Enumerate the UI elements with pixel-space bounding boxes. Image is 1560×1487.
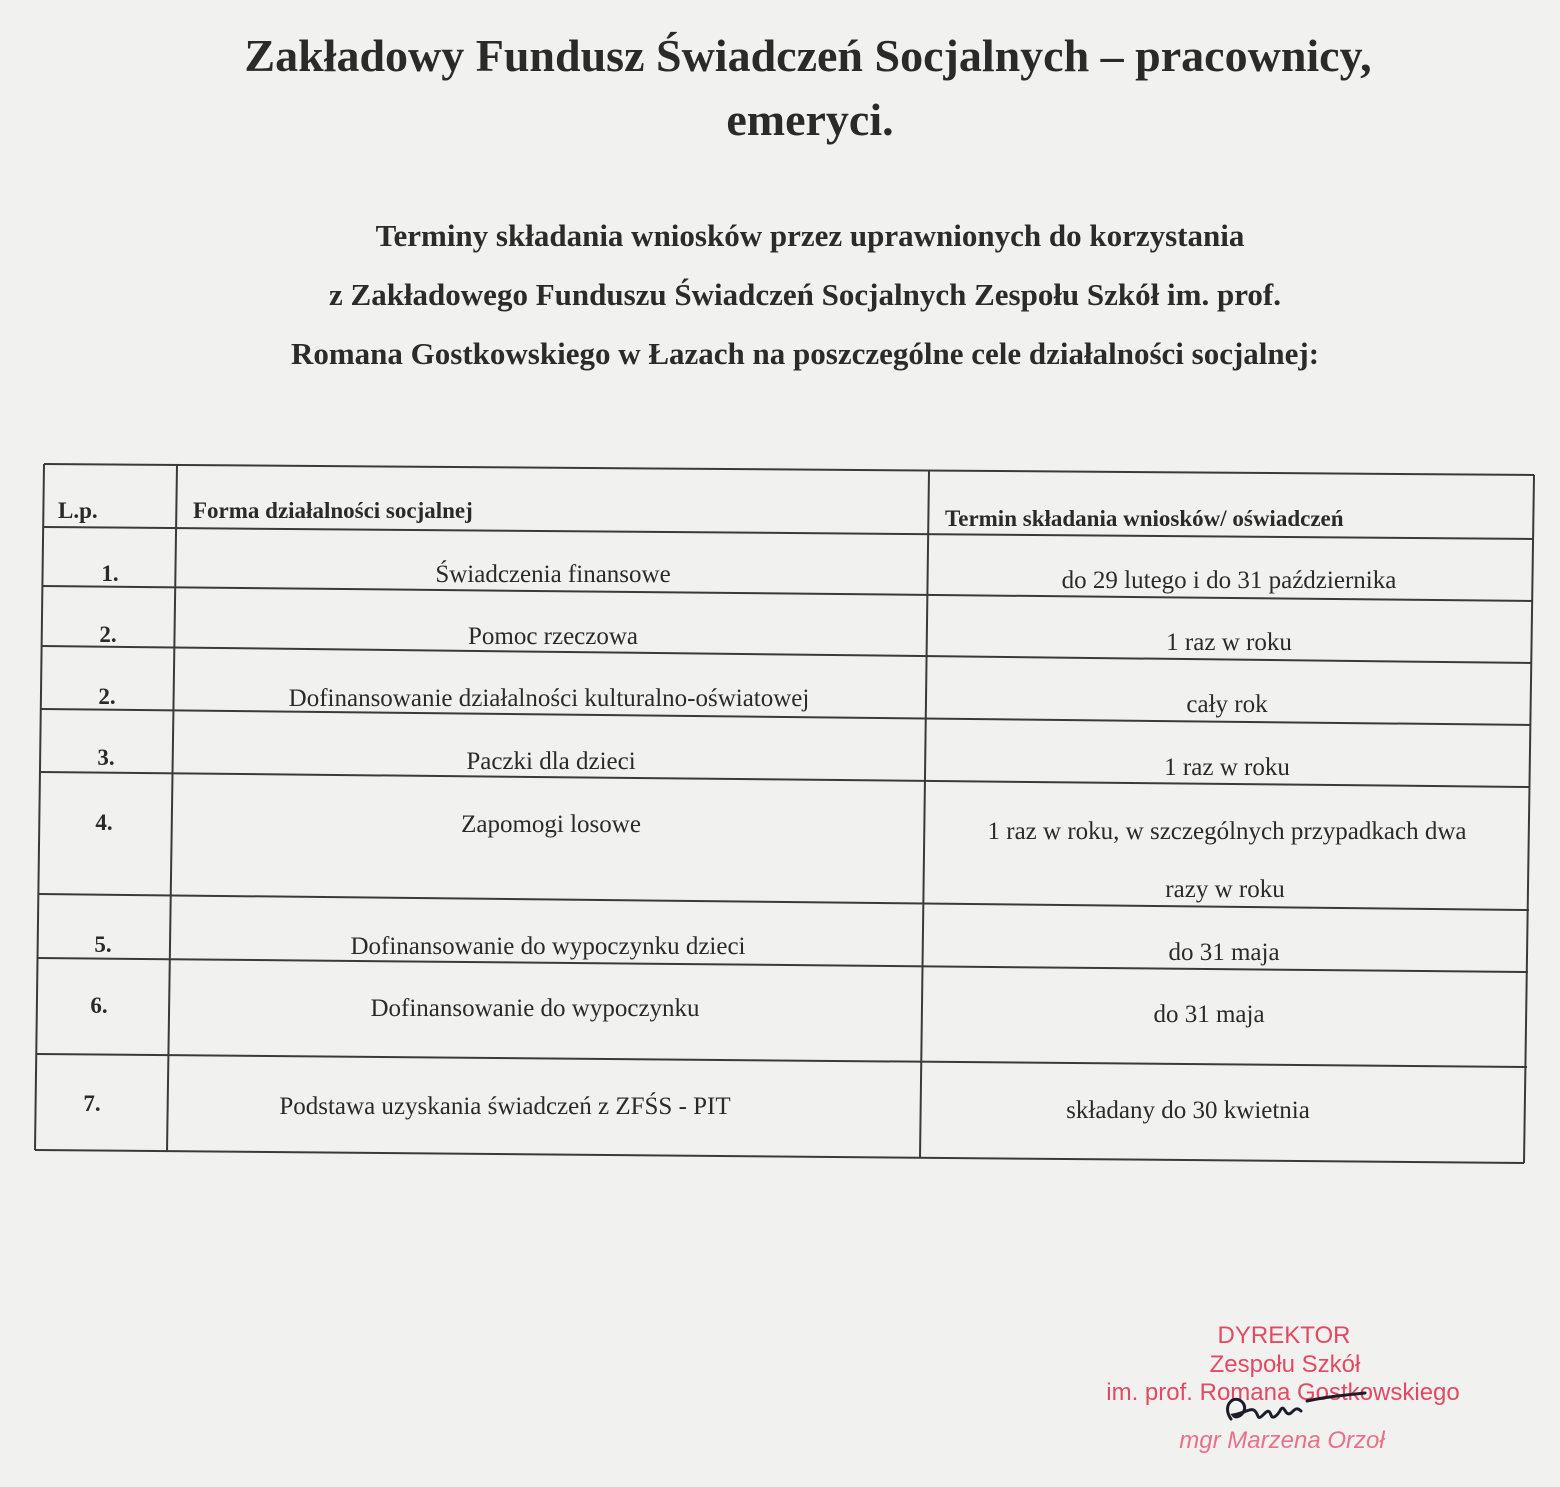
document-title-line-1: Zakładowy Fundusz Świadczeń Socjalnych – pracownicy, bbox=[244, 30, 1372, 81]
header-deadline: Termin składania wniosków/ oświadczeń bbox=[945, 506, 1344, 531]
subtitle-line-1: Terminy składania wniosków przez uprawnionych do korzystania bbox=[375, 218, 1245, 253]
table-row-7-form: Dofinansowanie do wypoczynku bbox=[370, 995, 700, 1022]
header-form: Forma działalności socjalnej bbox=[193, 498, 473, 523]
table-row-1-deadline: do 29 lutego i do 31 października bbox=[1061, 567, 1397, 594]
document-title-line-2: emeryci. bbox=[726, 94, 894, 145]
stamp-line-2: Zespołu Szkół bbox=[1209, 1351, 1361, 1378]
table-row-4-deadline: 1 raz w roku bbox=[1164, 754, 1290, 781]
stamp-name: mgr Marzena Orzoł bbox=[1179, 1427, 1385, 1454]
table-row-4-lp: 3. bbox=[97, 745, 115, 770]
header-lp: L.p. bbox=[58, 498, 98, 523]
handwritten-signature bbox=[1215, 1385, 1395, 1435]
table-row-7-lp: 6. bbox=[90, 993, 108, 1018]
stamp-line-3: im. prof. Romana Gostkowskiego bbox=[1106, 1379, 1460, 1406]
table-row-3-lp: 2. bbox=[98, 684, 116, 709]
table-row-6-lp: 5. bbox=[94, 932, 112, 957]
stamp-line-1: DYREKTOR bbox=[1217, 1322, 1351, 1349]
table-row-2-form: Pomoc rzeczowa bbox=[467, 623, 639, 650]
table-row-5-form: Zapomogi losowe bbox=[461, 811, 641, 838]
subtitle-line-3: Romana Gostkowskiego w Łazach na poszczególne cele działalności socjalnej: bbox=[290, 336, 1320, 371]
table-row-8-lp: 7. bbox=[83, 1091, 101, 1116]
table-row-5-deadline-line-1: 1 raz w roku, w szczególnych przypadkach dwa bbox=[987, 818, 1467, 845]
table-row-6-form: Dofinansowanie do wypoczynku dzieci bbox=[350, 933, 746, 960]
table-row-1-form: Świadczenia finansowe bbox=[435, 561, 671, 588]
table-row-4-form: Paczki dla dzieci bbox=[466, 748, 636, 775]
table-row-2-deadline: 1 raz w roku bbox=[1166, 629, 1292, 656]
subtitle-line-2: z Zakładowego Funduszu Świadczeń Socjalnych Zespołu Szkół im. prof. bbox=[329, 277, 1281, 312]
table-row-6-deadline: do 31 maja bbox=[1168, 939, 1280, 966]
table-row-5-deadline-line-2: razy w roku bbox=[1165, 876, 1285, 903]
table-row-8-deadline: składany do 30 kwietnia bbox=[1066, 1097, 1310, 1124]
table-row-3-form: Dofinansowanie działalności kulturalno-oświatowej bbox=[288, 685, 810, 712]
table-row-8-form: Podstawa uzyskania świadczeń z ZFŚS - PIT bbox=[279, 1093, 731, 1120]
table-row-1-lp: 1. bbox=[101, 561, 119, 586]
table-row-2-lp: 2. bbox=[99, 622, 117, 647]
table-row-5-lp: 4. bbox=[95, 810, 113, 835]
table-row-7-deadline: do 31 maja bbox=[1153, 1001, 1265, 1028]
table-row-3-deadline: cały rok bbox=[1186, 691, 1268, 718]
